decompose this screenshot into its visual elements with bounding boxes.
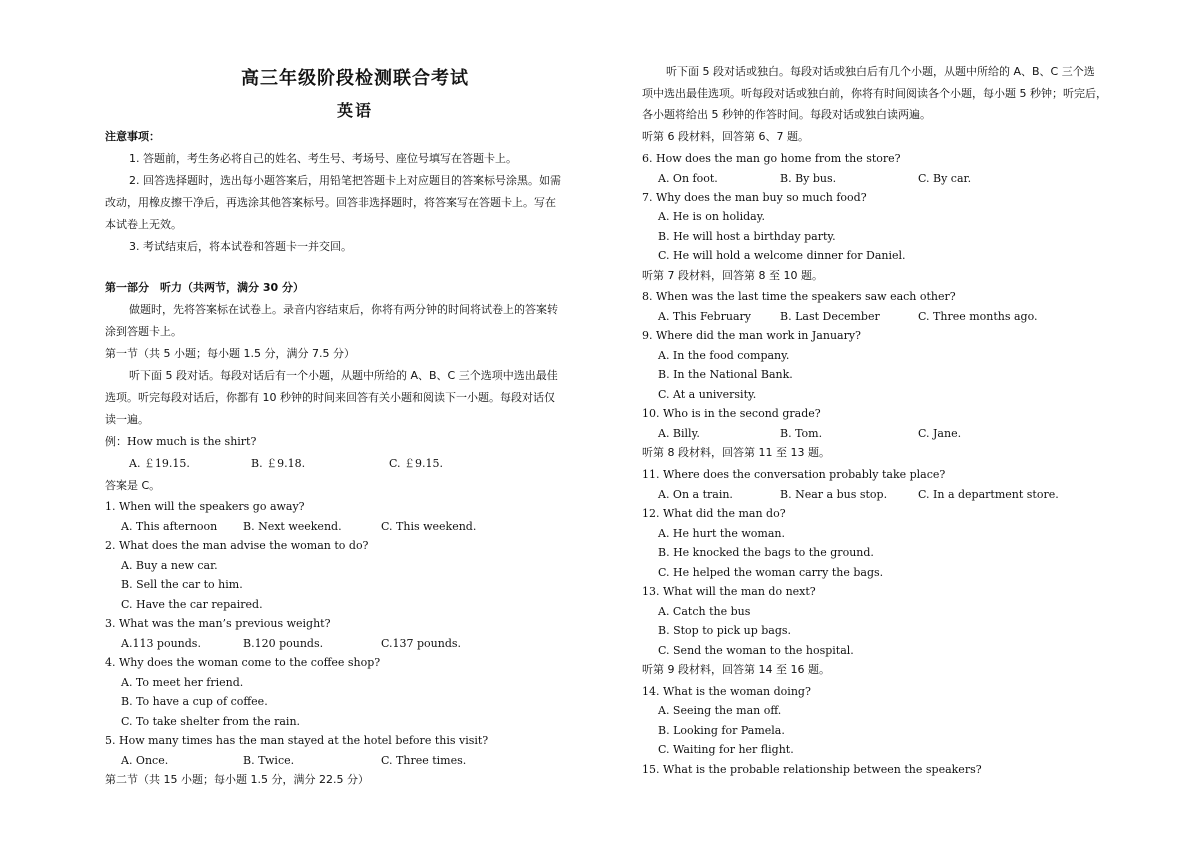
question-12: 12. What did the man do?: [642, 507, 786, 520]
question-11: 11. Where does the conversation probably take place?: [642, 468, 946, 481]
question-10: 10. Who is in the second grade?: [642, 407, 821, 420]
q1-option-b: B. Next weekend.: [243, 520, 342, 533]
notice-item-2-cont2: 本试卷上无效。: [105, 218, 182, 231]
question-3: 3. What was the man’s previous weight?: [105, 617, 331, 630]
q3-option-a: A.113 pounds.: [121, 637, 201, 650]
q10-option-c: C. Jane.: [918, 427, 962, 440]
section2-instructions-cont: 项中选出最佳选项。听每段对话或独白前，你将有时间阅读各个小题，每小题 5 秒钟；听完后，: [642, 87, 1107, 100]
q5-option-b: B. Twice.: [243, 754, 295, 767]
example-question: 例：How much is the shirt?: [105, 435, 257, 448]
example-answer: 答案是 C。: [105, 479, 161, 492]
question-5: 5. How many times has the man stayed at the hotel before this visit?: [105, 734, 489, 747]
question-9: 9. Where did the man work in January?: [642, 329, 861, 342]
q13-option-a: A. Catch the bus: [658, 605, 751, 618]
question-7: 7. Why does the man buy so much food?: [642, 191, 867, 204]
exam-title: 高三年级阶段检测联合考试: [241, 68, 469, 89]
q12-option-c: C. He helped the woman carry the bags.: [658, 566, 884, 579]
part1-intro-cont: 涂到答题卡上。: [105, 325, 182, 338]
section2-instructions: 听下面 5 段对话或独白。每段对话或独白后有几个小题，从题中所给的 A、B、C 三个选: [666, 65, 1095, 78]
q7-option-a: A. He is on holiday.: [658, 210, 765, 223]
example-option-c: C. ￡9.15.: [389, 457, 444, 470]
q11-option-a: A. On a train.: [658, 488, 733, 501]
material-8-heading: 听第 8 段材料，回答第 11 至 13 题。: [642, 446, 830, 459]
q3-option-b: B.120 pounds.: [243, 637, 324, 650]
notice-item-1: 1. 答题前，考生务必将自己的姓名、考生号、考场号、座位号填写在答题卡上。: [129, 152, 517, 165]
example-option-b: B. ￡9.18.: [251, 457, 306, 470]
q2-option-c: C. Have the car repaired.: [121, 598, 263, 611]
q2-option-b: B. Sell the car to him.: [121, 578, 243, 591]
q14-option-a: A. Seeing the man off.: [658, 704, 782, 717]
q9-option-c: C. At a university.: [658, 388, 757, 401]
question-2: 2. What does the man advise the woman to do?: [105, 539, 369, 552]
section1-instructions-cont2: 读一遍。: [105, 413, 149, 426]
q7-option-c: C. He will hold a welcome dinner for Daniel.: [658, 249, 906, 262]
q10-option-b: B. Tom.: [780, 427, 823, 440]
q14-option-b: B. Looking for Pamela.: [658, 724, 785, 737]
q4-option-a: A. To meet her friend.: [121, 676, 244, 689]
q6-option-b: B. By bus.: [780, 172, 837, 185]
q5-option-a: A. Once.: [121, 754, 169, 767]
q11-option-b: B. Near a bus stop.: [780, 488, 888, 501]
q8-option-a: A. This February: [658, 310, 751, 323]
q9-option-b: B. In the National Bank.: [658, 368, 793, 381]
q3-option-c: C.137 pounds.: [381, 637, 462, 650]
subject-title: 英语: [336, 101, 373, 120]
section1-instructions: 听下面 5 段对话。每段对话后有一个小题，从题中所给的 A、B、C 三个选项中选出最佳: [129, 369, 558, 382]
material-6-heading: 听第 6 段材料，回答第 6、7 题。: [642, 130, 809, 143]
q4-option-b: B. To have a cup of coffee.: [121, 695, 268, 708]
q2-option-a: A. Buy a new car.: [121, 559, 218, 572]
q1-option-c: C. This weekend.: [381, 520, 477, 533]
q4-option-c: C. To take shelter from the rain.: [121, 715, 301, 728]
q8-option-b: B. Last December: [780, 310, 880, 323]
question-14: 14. What is the woman doing?: [642, 685, 811, 698]
section2-heading: 第二节（共 15 小题；每小题 1.5 分，满分 22.5 分）: [105, 773, 369, 786]
q8-option-c: C. Three months ago.: [918, 310, 1038, 323]
q12-option-a: A. He hurt the woman.: [658, 527, 785, 540]
q14-option-c: C. Waiting for her flight.: [658, 743, 794, 756]
notice-heading: 注意事项：: [105, 130, 160, 143]
question-13: 13. What will the man do next?: [642, 585, 816, 598]
q5-option-c: C. Three times.: [381, 754, 467, 767]
q6-option-a: A. On foot.: [658, 172, 718, 185]
question-1: 1. When will the speakers go away?: [105, 500, 305, 513]
q11-option-c: C. In a department store.: [918, 488, 1059, 501]
q12-option-b: B. He knocked the bags to the ground.: [658, 546, 874, 559]
section1-instructions-cont: 选项。听完每段对话后，你都有 10 秒钟的时间来回答有关小题和阅读下一小题。每段对话仅: [105, 391, 555, 404]
question-6: 6. How does the man go home from the store?: [642, 152, 901, 165]
q13-option-c: C. Send the woman to the hospital.: [658, 644, 854, 657]
question-15: 15. What is the probable relationship between the speakers?: [642, 763, 982, 776]
q10-option-a: A. Billy.: [658, 427, 700, 440]
q9-option-a: A. In the food company.: [658, 349, 790, 362]
section1-heading: 第一节（共 5 小题；每小题 1.5 分，满分 7.5 分）: [105, 347, 355, 360]
q1-option-a: A. This afternoon: [121, 520, 218, 533]
material-9-heading: 听第 9 段材料，回答第 14 至 16 题。: [642, 663, 830, 676]
part1-heading: 第一部分 听力（共两节，满分 30 分）: [105, 281, 304, 294]
notice-item-2-cont: 改动，用橡皮擦干净后，再选涂其他答案标号。回答非选择题时，将答案写在答题卡上。写在: [105, 196, 556, 209]
notice-item-3: 3. 考试结束后，将本试卷和答题卡一并交回。: [129, 240, 352, 253]
q7-option-b: B. He will host a birthday party.: [658, 230, 836, 243]
material-7-heading: 听第 7 段材料，回答第 8 至 10 题。: [642, 269, 823, 282]
question-8: 8. When was the last time the speakers saw each other?: [642, 290, 956, 303]
part1-intro: 做题时，先将答案标在试卷上。录音内容结束后，你将有两分钟的时间将试卷上的答案转: [129, 303, 558, 316]
section2-instructions-cont2: 各小题将给出 5 秒钟的作答时间。每段对话或独白读两遍。: [642, 108, 931, 121]
example-option-a: A. ￡19.15.: [129, 457, 190, 470]
notice-item-2: 2. 回答选择题时，选出每小题答案后，用铅笔把答题卡上对应题目的答案标号涂黑。如需: [129, 174, 561, 187]
question-4: 4. Why does the woman come to the coffee shop?: [105, 656, 381, 669]
q13-option-b: B. Stop to pick up bags.: [658, 624, 792, 637]
q6-option-c: C. By car.: [918, 172, 972, 185]
